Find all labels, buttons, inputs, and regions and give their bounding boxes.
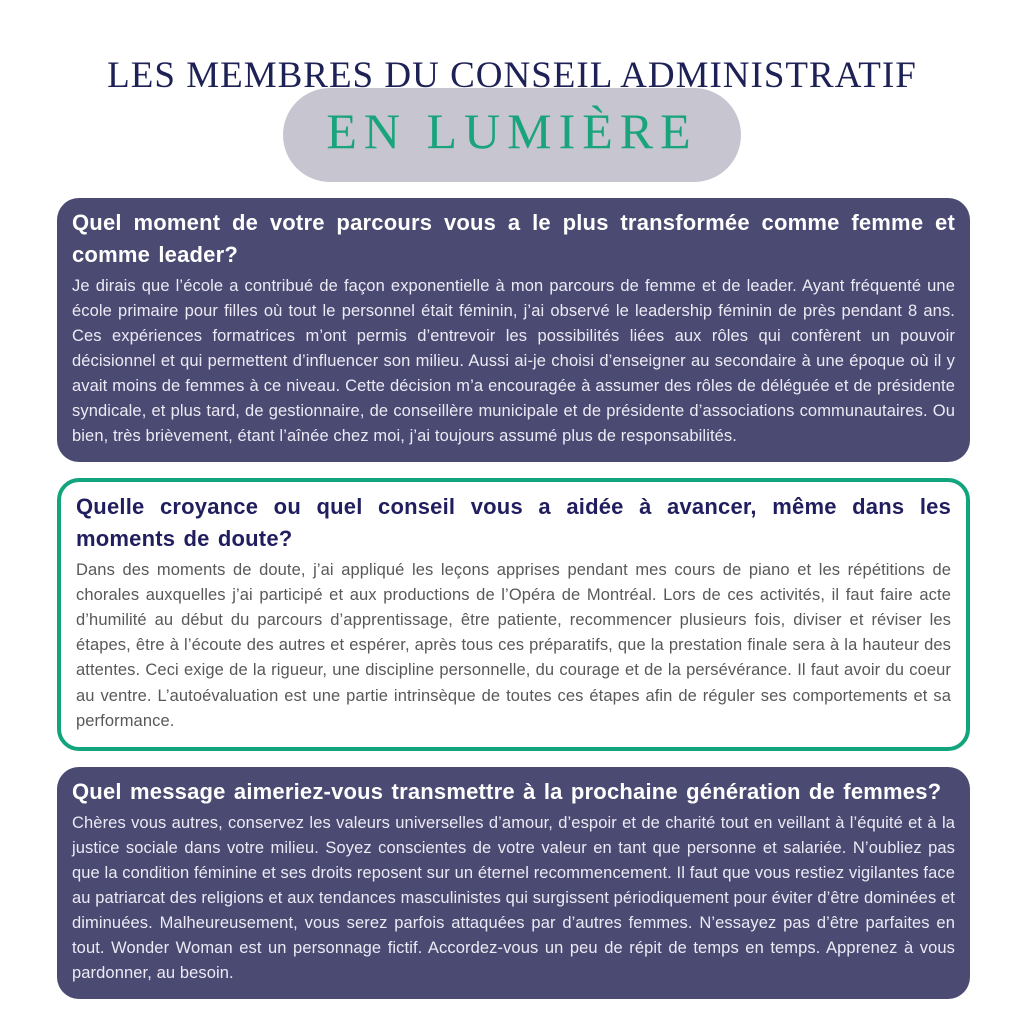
header [0, 0, 1024, 198]
question-heading: Quelle croyance ou quel conseil vous a aidée à avancer, même dans les moments de doute? [76, 494, 951, 552]
page-subtitle: EN LUMIÈRE [326, 103, 698, 159]
qa-card-transformation [57, 198, 970, 462]
question-heading: Quel moment de votre parcours vous a le plus transformée comme femme et comme leader? [72, 210, 955, 267]
qa-card-list [57, 198, 970, 999]
page-title: LES MEMBRES DU CONSEIL ADMINISTRATIF [107, 55, 917, 96]
answer-text: Dans des moments de doute, j’ai appliqué les leçons apprises pendant mes cours de piano et les répétitions de chorales auxquelles j’ai participé et aux productions de l’Opéra de Montréal. Lors de ces activités, il faut faire acte d’humilité au début du parcours d’apprentissage, être patiente, recommencer plusieurs fois, diviser et réviser les étapes, être à l’écoute des autres et espérer, après tous ces préparatifs, que la prestation finale sera à la hauteur des attentes. Ceci exige de la rigueur, une discipline personnelle, du courage et de la persévérance. Il faut avoir du coeur au ventre. L’autoévaluation est une partie intrinsèque de toutes ces étapes afin de réguler ses comportements et sa performance. [76, 561, 951, 730]
qa-card-message [57, 767, 970, 999]
answer-text: Je dirais que l’école a contribué de façon exponentielle à mon parcours de femme et de leader. Ayant fréquenté une école primaire pour filles où tout le personnel était féminin, j’ai observé le leadership féminin de près pendant 8 ans. Ces expériences formatrices m’ont permis d’entrevoir les possibilités liées aux rôles qui confèrent un pouvoir décisionnel et qui permettent d’influencer son milieu. Aussi ai-je choisi d’enseigner au secondaire à une époque où il y avait moins de femmes à ce niveau. Cette décision m’a encouragée à assumer des rôles de déléguée et de présidente syndicale, et plus tard, de gestionnaire, de conseillère municipale et de présidente d’associations communautaires. Ou bien, très brièvement, étant l’aînée chez moi, j’ai toujours assumé plus de responsabilités. [72, 276, 955, 446]
question-heading: Quel message aimeriez-vous transmettre à la prochaine génération de femmes? [72, 778, 942, 804]
qa-card-belief [57, 478, 970, 750]
answer-text: Chères vous autres, conservez les valeurs universelles d’amour, d’espoir et de charité tout en veillant à l’équité et à la justice sociale dans votre milieu. Soyez conscientes de votre valeur en tant que personne et salariée. N’oubliez pas que la condition féminine et ses droits reposent sur un éternel recommencement. Il faut que vous restiez vigilantes face au patriarcat des religions et aux tendances masculinistes qui surgissent périodiquement pour éviter d’être dominées et diminuées. Malheureusement, vous serez parfois attaquées par d’autres femmes. N’essayez pas d’être parfaites en tout. Wonder Woman est un personnage fictif. Accordez-vous un peu de répit de temps en temps. Apprenez à vous pardonner, au besoin. [72, 813, 955, 983]
